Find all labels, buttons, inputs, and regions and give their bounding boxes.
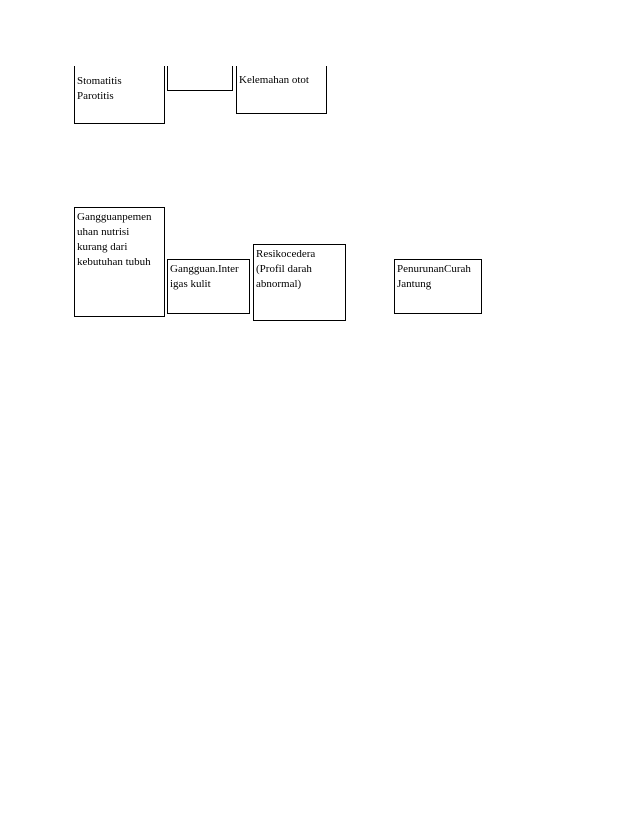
diagnosis-box-gangguan-nutrisi xyxy=(74,207,165,317)
box-text-line: Parotitis xyxy=(77,90,114,102)
diagnosis-box-kelemahan-otot xyxy=(236,66,327,114)
diagnosis-box-penurunan-curah-jantung xyxy=(394,259,482,314)
box-text-line: Gangguanpemen xyxy=(77,211,152,223)
box-text-line: Gangguan.Inter xyxy=(170,263,239,275)
box-text-line: kebutuhan tubuh xyxy=(77,256,151,268)
box-text-line: Resikocedera xyxy=(256,248,316,260)
box-text-line: abnormal) xyxy=(256,278,302,290)
box-text-line: PenurunanCurah xyxy=(397,263,471,275)
box-text-line: igas kulit xyxy=(170,278,211,290)
diagnosis-box-resiko-cedera xyxy=(253,244,346,321)
box-text-line: Kelemahan otot xyxy=(239,74,309,86)
diagnosis-box-gangguan-integritas-kulit xyxy=(167,259,250,314)
box-text-line: uhan nutrisi xyxy=(77,226,130,238)
box-text-line: Stomatitis xyxy=(77,75,122,87)
box-text-line: kurang dari xyxy=(77,241,128,253)
box-text-line: Jantung xyxy=(397,278,432,290)
diagnosis-box-stomatitis xyxy=(74,66,165,124)
box-text-line: (Profil darah xyxy=(256,263,312,275)
empty-box xyxy=(167,66,233,91)
